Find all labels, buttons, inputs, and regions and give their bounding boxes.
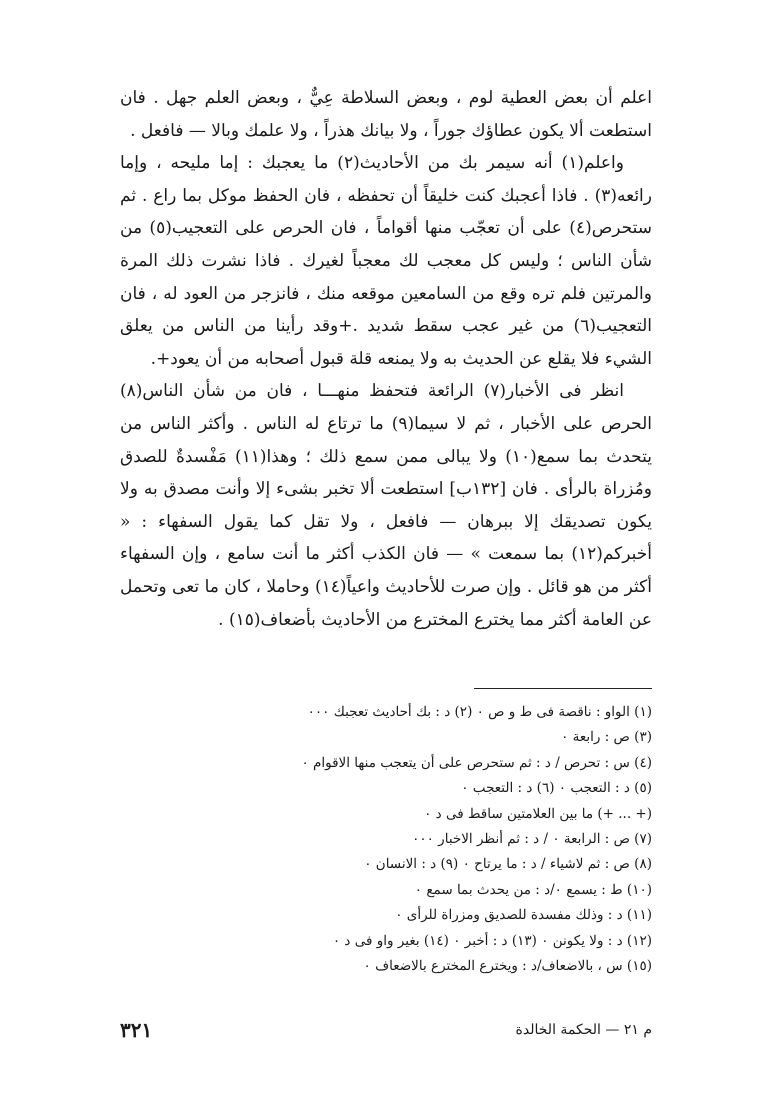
paragraph: اعلم أن بعض العطية لوم ، وبعض السلاطة عِيٌّ ، وبعض العلم جهل . فان استطعت ألا يكون عطاؤك جوراً ، ولا بيانك هذراً ، ولا علمك وبالا — فافعل .	[120, 88, 652, 141]
running-head: م ٢١ — الحكمة الخالدة	[515, 1022, 652, 1038]
footnote: (١١) د : وذلك مفسدة للصديق ومزراة للرأى ٠	[395, 907, 652, 924]
page-footer	[120, 1018, 652, 1048]
footnote-divider	[474, 688, 652, 689]
main-text	[120, 82, 652, 636]
footnote: (٨) ص : ثم لاشياء / د : ما يرتاح ٠ (٩) د : الانسان ٠	[364, 856, 652, 873]
paragraph: انظر فى الأخبار(٧) الرائعة فتحفظ منهـــا ، فان من شأن الناس(٨) الحرص على الأخبار ، ثم لا سيما(٩) ما ترتاع له الناس . وأكثر الناس من يتحدث بما سمع(١٠) ولا يبالى ممن سمع ذلك ؛ وهذا(١١) مَفْسدةٌ للصدق ومُزراة بالرأى . فان [١٣٢ب] استطعت ألا تخبر بشىء إلا وأنت مصدق به ولا يكون تصديقك إلا ببرهان — فافعل ، ولا تقل كما يقول السفهاء : « أخبركم(١٢) بما سمعت » — فان الكذب أكثر ما أنت سامع ، وإن السفهاء أكثر من هو قائل . وإن صرت للأحاديث واعياً(١٤) وحاملا ، كان ما تعى وتحمل عن العامة أكثر مما يخترع المخترع من الأحاديث بأضعاف(١٥) .	[120, 381, 653, 630]
footnote: (١٢) د : ولا يكونن ٠ (١٣) د : أخبر ٠ (١٤) بغير واو فى د ٠	[332, 932, 652, 949]
footnote: (١) الواو : ناقصة فى ط و ص ٠ (٢) د : بك أحاديث تعجبك ٠٠٠	[307, 704, 652, 720]
footnote: (٥) د : التعجب ٠ (٦) د : التعجب ٠	[461, 780, 652, 797]
footnote: (٧) ص : الرابعة ٠ / د : ثم أنظر الاخبار ٠٠٠	[412, 831, 652, 848]
page-number: ٣٢١	[120, 1018, 153, 1042]
footnote: (١٥) س ، بالاضعاف/د : ويخترع المخترع بالاضعاف ٠	[363, 958, 652, 975]
footnotes	[120, 700, 652, 979]
footnote: (٣) ص : رابعة ٠	[561, 729, 652, 746]
footnote: (٤) س : تحرص / د : ثم ستحرص على أن يتعجب منها الاقوام ٠	[301, 754, 652, 771]
paragraph: واعلم(١) أنه سيمر بك من الأحاديث(٢) ما يعجبك : إما مليحه ، وإما رائعه(٣) . فاذا أعجبك كنت خليقاً أن تحفظه ، فان الحفظ موكل بما راع . ثم ستحرص(٤) على أن تعجّب منها أقواماً ، فان الحرص على التعجيب(٥) من شأن الناس ؛ وليس كل معجب لك معجباً لغيرك . فاذا نشرت ذلك المرة والمرتين فلم تره وقع من السامعين موقعه منك ، فانزجر من العود له ، فان التعجيب(٦) من غير عجب سقط شديد .+وقد رأينا من الناس من يعلق الشيء فلا يقلع عن الحديث به ولا يمنعه قلة قبول أصحابه من أن يعود+.	[120, 153, 652, 369]
footnote: (+ ... +) ما بين العلامتين ساقط فى د ٠	[424, 805, 652, 822]
footnote: (١٠) ط : يسمع ٠/د : من يحدث بما سمع ٠	[414, 881, 652, 898]
